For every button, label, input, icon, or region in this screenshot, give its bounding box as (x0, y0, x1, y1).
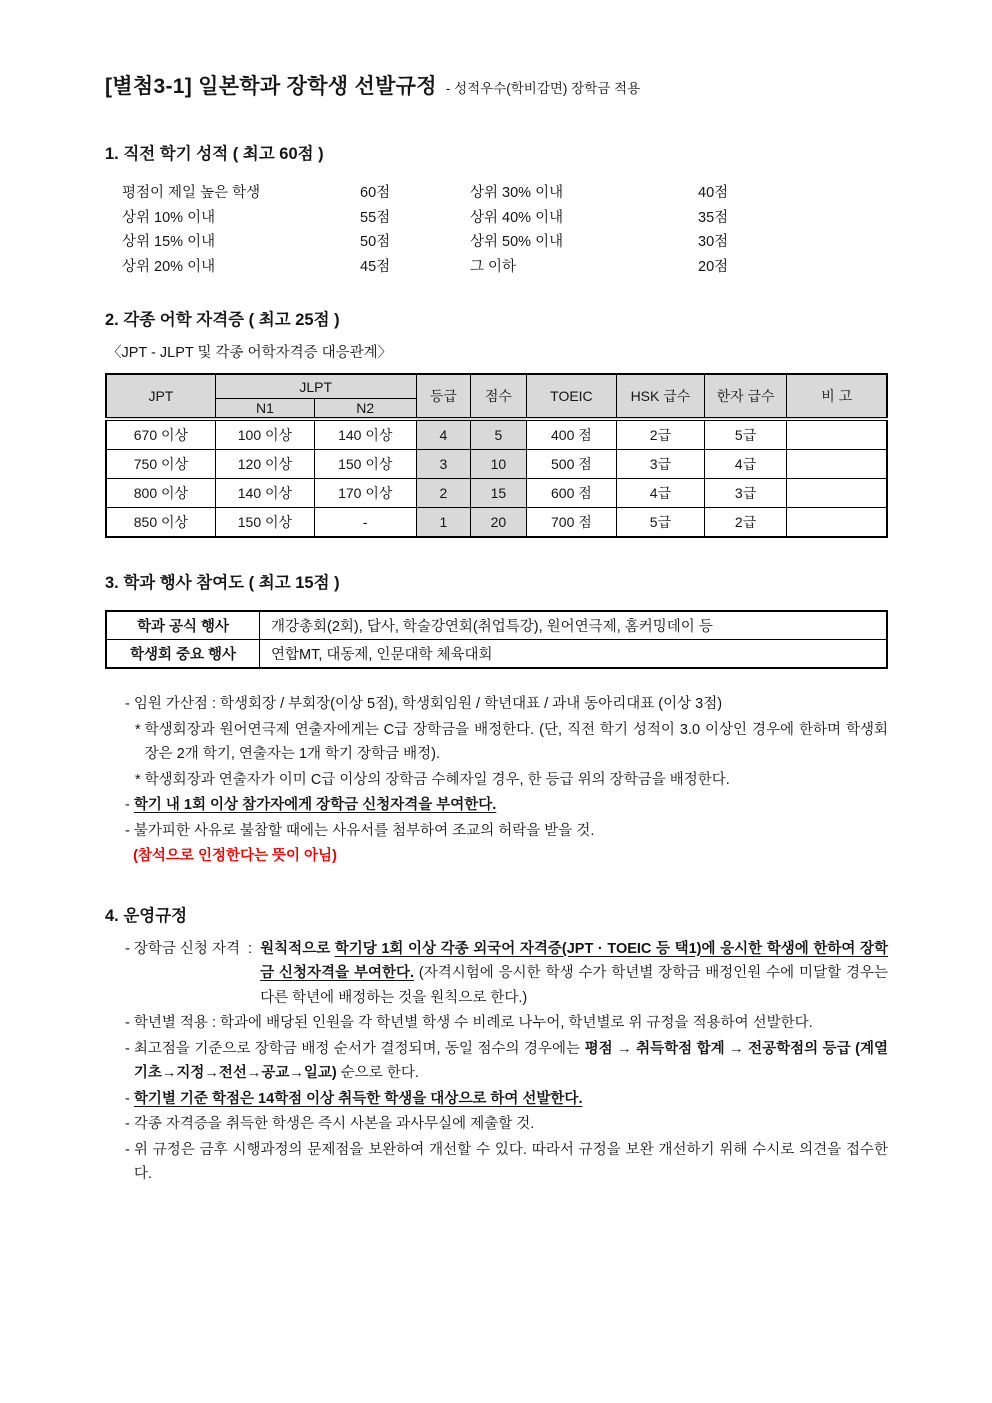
score-item-label: 평점이 제일 높은 학생 (122, 185, 261, 201)
score-item-value: 50점 (360, 234, 391, 250)
cert-table-cell: 5 (471, 419, 526, 450)
event-row-content: 연합MT, 대동제, 인문대학 체육대회 (260, 640, 888, 669)
section3-notes (125, 692, 888, 869)
score-item-value: 40점 (698, 185, 729, 201)
event-table-row (106, 640, 887, 669)
text-segment: 원칙적으로 (260, 940, 335, 957)
note-line (135, 718, 888, 767)
text-segment: 각종 자격증을 취득한 학생은 즉시 사본을 과사무실에 제출할 것. (133, 1116, 535, 1132)
note-line (135, 768, 888, 793)
rule-marker: - (125, 1040, 134, 1057)
event-table-row (106, 611, 887, 640)
section1-heading: 1. 직전 학기 성적 ( 최고 60점 ) (105, 145, 324, 163)
cert-table-cell: 4급 (704, 450, 787, 479)
section4-rules (125, 937, 888, 1187)
note-line (125, 692, 888, 717)
cert-header-hsk: HSK 급수 (617, 374, 704, 419)
cert-table-header-row-1 (106, 374, 887, 399)
cert-table-cell: 400 점 (526, 419, 617, 450)
note-text (134, 819, 888, 844)
cert-table-cell: 700 점 (526, 508, 617, 538)
cert-header-toeic: TOEIC (526, 374, 617, 419)
cert-table-cell: 3 (416, 450, 471, 479)
event-row-content: 개강총회(2회), 답사, 학술강연회(취업특강), 원어연극제, 홈커밍데이 등 (260, 611, 888, 640)
score-item-label: 상위 10% 이내 (122, 209, 216, 226)
event-row-label: 학생회 중요 행사 (106, 640, 260, 669)
semester-grade-score-grid (122, 181, 888, 279)
cert-table-cell: 5급 (617, 508, 704, 538)
text-segment: 학기 내 1회 이상 참가자에게 장학금 신청자격을 부여한다. (133, 797, 497, 813)
rule-text (134, 1087, 888, 1112)
cert-table-cell: 600 점 (526, 479, 617, 508)
section4-heading: 4. 운영규정 (105, 906, 188, 925)
event-row-label: 학과 공식 행사 (106, 611, 260, 640)
document-subtitle: - 성적우수(학비감면) 장학금 적용 (445, 81, 641, 96)
cert-table-cell (787, 508, 887, 538)
cert-table-cell: 2 (416, 479, 471, 508)
score-item-value: 55점 (360, 209, 391, 226)
note-text (134, 793, 888, 818)
score-item-label: 상위 30% 이내 (470, 185, 564, 201)
note-line (125, 793, 888, 818)
rule-marker: - (125, 1141, 134, 1158)
cert-header-n2: N2 (315, 399, 417, 420)
text-segment: 불가피한 사유로 불참할 때에는 사유서를 첨부하여 조교의 허락을 받을 것. (133, 822, 595, 839)
cert-header-hanja: 한자 급수 (704, 374, 787, 419)
cert-table-cell: 800 이상 (106, 479, 215, 508)
cert-table-cell: 670 이상 (106, 419, 215, 450)
rule-text (260, 937, 888, 1011)
rule-line (125, 1138, 888, 1187)
cert-table-cell: - (315, 508, 417, 538)
text-segment: 학생회장과 원어연극제 연출자에게는 C급 장학금을 배정한다. (단, 직전 학기 성적이 3.0 이상인 경우에 한하며 학생회장은 2개 학기, 연출자는 1개 학기 장학금 배정). (144, 721, 888, 762)
score-item-label: 상위 20% 이내 (122, 258, 216, 275)
document-title: [별첨3-1] 일본학과 장학생 선발규정 (105, 75, 437, 98)
cert-table-row (106, 508, 887, 538)
score-item-label: 그 이하 (470, 258, 517, 275)
score-item-value: 45점 (360, 258, 391, 275)
cert-header-jlpt: JLPT (215, 374, 416, 399)
cert-table-cell: 140 이상 (215, 479, 314, 508)
score-item-value: 30점 (698, 234, 729, 250)
note-line (125, 819, 888, 844)
rule-marker: - (125, 1090, 134, 1107)
score-item-label: 상위 40% 이내 (470, 209, 564, 226)
note-marker: * (135, 771, 145, 788)
text-segment: 위 규정은 금후 시행과정의 문제점을 보완하여 개선할 수 있다. 따라서 규정을 보완 개선하기 위해 수시로 의견을 접수한다. (133, 1141, 888, 1182)
cert-table-cell: 2급 (617, 419, 704, 450)
note-text (134, 692, 888, 717)
text-segment: 학기당 1회 이상 각종 외국어 자격증(JPT · TOEIC 등 택1)에 응시한 학생에 한하여 장학금 신청자격을 부여한다. (260, 940, 888, 981)
cert-table-cell: 850 이상 (106, 508, 215, 538)
cert-table-cell: 3급 (617, 450, 704, 479)
score-item-value: 60점 (360, 185, 391, 201)
cert-table-cell (787, 450, 887, 479)
rule-text (220, 1011, 888, 1036)
score-item-label: 상위 15% 이내 (122, 234, 216, 250)
note-text (133, 844, 888, 869)
text-segment: (참석으로 인정한다는 뜻이 아님) (133, 848, 337, 864)
cert-table-cell: 2급 (704, 508, 787, 538)
cert-header-note: 비 고 (787, 374, 887, 419)
rule-text (134, 1112, 888, 1137)
cert-table-row (106, 450, 887, 479)
cert-table-cell: 750 이상 (106, 450, 215, 479)
text-segment: 순으로 한다. (336, 1065, 419, 1081)
note-text (145, 768, 888, 793)
score-item-value: 20점 (698, 258, 729, 275)
cert-table-cell: 10 (471, 450, 526, 479)
note-line (125, 844, 888, 869)
cert-table-row (106, 419, 887, 450)
cert-table-caption: 〈JPT - JLPT 및 각종 어학자격증 대응관계〉 (107, 345, 393, 361)
cert-table-row (106, 479, 887, 508)
text-segment: 학기별 기준 학점은 14학점 이상 취득한 학생을 대상으로 하여 선발한다. (133, 1090, 583, 1107)
rule-marker: - (125, 1116, 134, 1132)
text-segment: 학생회장과 연출자가 이미 C급 이상의 장학금 수혜자일 경우, 한 등급 위의 장학금을 배정한다. (144, 771, 730, 788)
rule-marker: - 장학금 신청 자격 : (125, 940, 261, 957)
department-event-table (105, 610, 888, 669)
rule-marker: - 학년별 적용 : (125, 1015, 221, 1031)
text-segment: 최고점을 기준으로 장학금 배정 순서가 결정되며, 동일 점수의 경우에는 (133, 1040, 585, 1057)
cert-table-cell: 3급 (704, 479, 787, 508)
cert-table-cell: 150 이상 (215, 508, 314, 538)
document-title-row (105, 70, 888, 100)
note-marker: * (135, 721, 145, 738)
text-segment: 임원 가산점 : 학생회장 / 부회장(이상 5점), 학생회임원 / 학년대표 / 과내 동아리대표 (이상 3점) (133, 696, 723, 712)
cert-table-cell: 4 (416, 419, 471, 450)
rule-line (125, 1087, 888, 1112)
cert-table-cell: 4급 (617, 479, 704, 508)
rule-line (125, 1011, 888, 1036)
rule-text (134, 1138, 888, 1187)
cert-header-jpt: JPT (106, 374, 215, 419)
section2-heading: 2. 각종 어학 자격증 ( 최고 25점 ) (105, 311, 340, 329)
cert-table-cell: 500 점 (526, 450, 617, 479)
cert-table-cell: 5급 (704, 419, 787, 450)
note-marker (125, 844, 133, 869)
cert-table-cell: 170 이상 (315, 479, 417, 508)
section3-heading: 3. 학과 행사 참여도 ( 최고 15점 ) (105, 574, 340, 592)
cert-table-cell: 120 이상 (215, 450, 314, 479)
cert-header-score: 점수 (471, 374, 526, 419)
cert-table-cell: 1 (416, 508, 471, 538)
text-segment: 평점 → 취득학점 합계 → 전공학점의 등급 (계열기초→지정→전선→공교→일교) (133, 1040, 888, 1081)
note-marker: - (125, 822, 134, 839)
text-segment: 학과에 배당된 인원을 각 학년별 학생 수 비례로 나누어, 학년별로 위 규정을 적용하여 선발한다. (220, 1015, 813, 1031)
score-item-value: 35점 (698, 209, 729, 226)
cert-table-cell: 150 이상 (315, 450, 417, 479)
rule-line (125, 1112, 888, 1137)
cert-table-cell (787, 419, 887, 450)
text-segment: (자격시험에 응시한 학생 수가 학년별 장학금 배정인원 수에 미달할 경우는 다른 학년에 배정하는 것을 원칙으로 한다.) (260, 965, 888, 1006)
note-marker: - (125, 696, 134, 712)
cert-header-grade: 등급 (416, 374, 471, 419)
cert-header-n1: N1 (215, 399, 314, 420)
cert-table-cell (787, 479, 887, 508)
rule-line (125, 937, 888, 1011)
rule-text (134, 1037, 888, 1086)
cert-table-cell: 15 (471, 479, 526, 508)
score-item-label: 상위 50% 이내 (470, 234, 564, 250)
cert-table-cell: 20 (471, 508, 526, 538)
rule-line (125, 1037, 888, 1086)
note-marker: - (125, 797, 134, 813)
note-text (145, 718, 888, 767)
cert-table-cell: 140 이상 (315, 419, 417, 450)
cert-table-cell: 100 이상 (215, 419, 314, 450)
language-cert-table (105, 373, 888, 538)
